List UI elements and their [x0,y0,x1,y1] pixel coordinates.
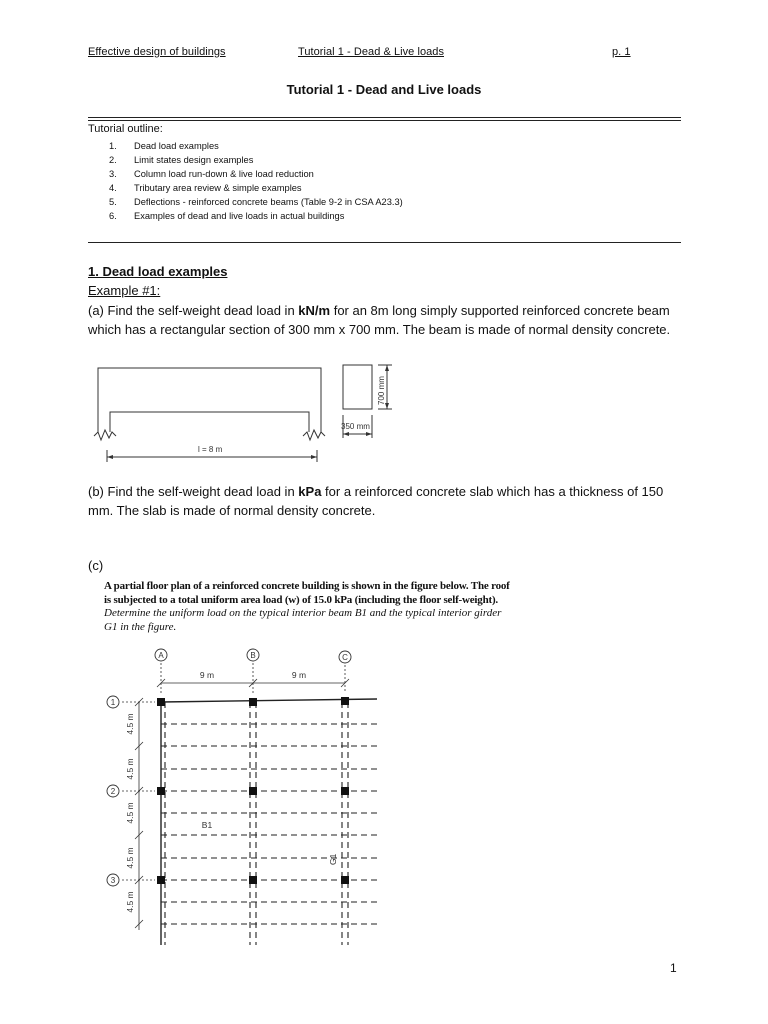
example-title: Example #1: [88,283,161,298]
svg-text:B: B [250,651,256,660]
outline-label: Tutorial outline: [88,123,163,135]
svg-text:9 m: 9 m [291,670,307,680]
list-item: 3. Column load run-down & live load reduction [109,169,314,180]
list-item: 5. Deflections - reinforced concrete beams (Table 9-2 in CSA A23.3) [109,197,403,208]
list-item: 4. Tributary area review & simple examples [109,183,302,194]
svg-text:4.5 m: 4.5 m [125,713,135,735]
part-c-label: (c) [88,558,104,573]
page-title: Tutorial 1 - Dead and Live loads [286,82,482,97]
svg-text:C: C [342,653,348,662]
svg-text:A: A [158,651,164,660]
header-page: p. 1 [612,46,631,58]
svg-text:4.5 m: 4.5 m [125,891,135,913]
part-c-problem-text: A partial floor plan of a reinforced concrete building is shown in the figure below. The roof is subjected to a total uniform area load (w) of 15.0 kPa (including the floor self-weight). Determine the uniform load on the typical interior beam B1 and the typical interior girder G1 in the figure. [104,580,510,633]
beam-figure [92,362,402,462]
header-tutorial: Tutorial 1 - Dead & Live loads [298,46,444,58]
girder-g1-label: G1 [328,853,338,865]
page-number: 1 [670,961,677,975]
part-a-text: (a) Find the self-weight dead load in kN/m for an 8m long simply supported reinforced concrete beam which has a rectangular section of 300 mm x 700 mm. The beam is made of normal density concrete. [88,303,671,338]
svg-text:3: 3 [110,876,116,885]
width-label: 350 mm [341,422,370,431]
section-title: 1. Dead load examples [88,264,228,279]
svg-text:9 m: 9 m [199,670,215,680]
height-label: 700 mm [377,376,386,405]
svg-text:4.5 m: 4.5 m [125,847,135,869]
list-item: 2. Limit states design examples [109,155,254,166]
part-b-text: (b) Find the self-weight dead load in kPa for a reinforced concrete slab which has a thickness of 150 mm. The slab is made of normal density concrete. [88,484,664,519]
svg-text:2: 2 [110,787,116,796]
svg-text:1: 1 [110,698,116,707]
divider-top-2 [88,120,681,121]
header-course: Effective design of buildings [88,46,226,58]
divider-top-1 [88,117,681,118]
list-item: 1. Dead load examples [109,141,219,151]
list-item: 6. Examples of dead and live loads in actual buildings [109,211,345,222]
floor-plan-figure [95,645,395,950]
svg-text:4.5 m: 4.5 m [125,802,135,824]
span-label: l = 8 m [198,445,223,454]
svg-text:4.5 m: 4.5 m [125,758,135,780]
beam-b1-label: B1 [201,820,213,830]
divider-outline-bottom [88,242,681,243]
outline-list [109,139,403,224]
